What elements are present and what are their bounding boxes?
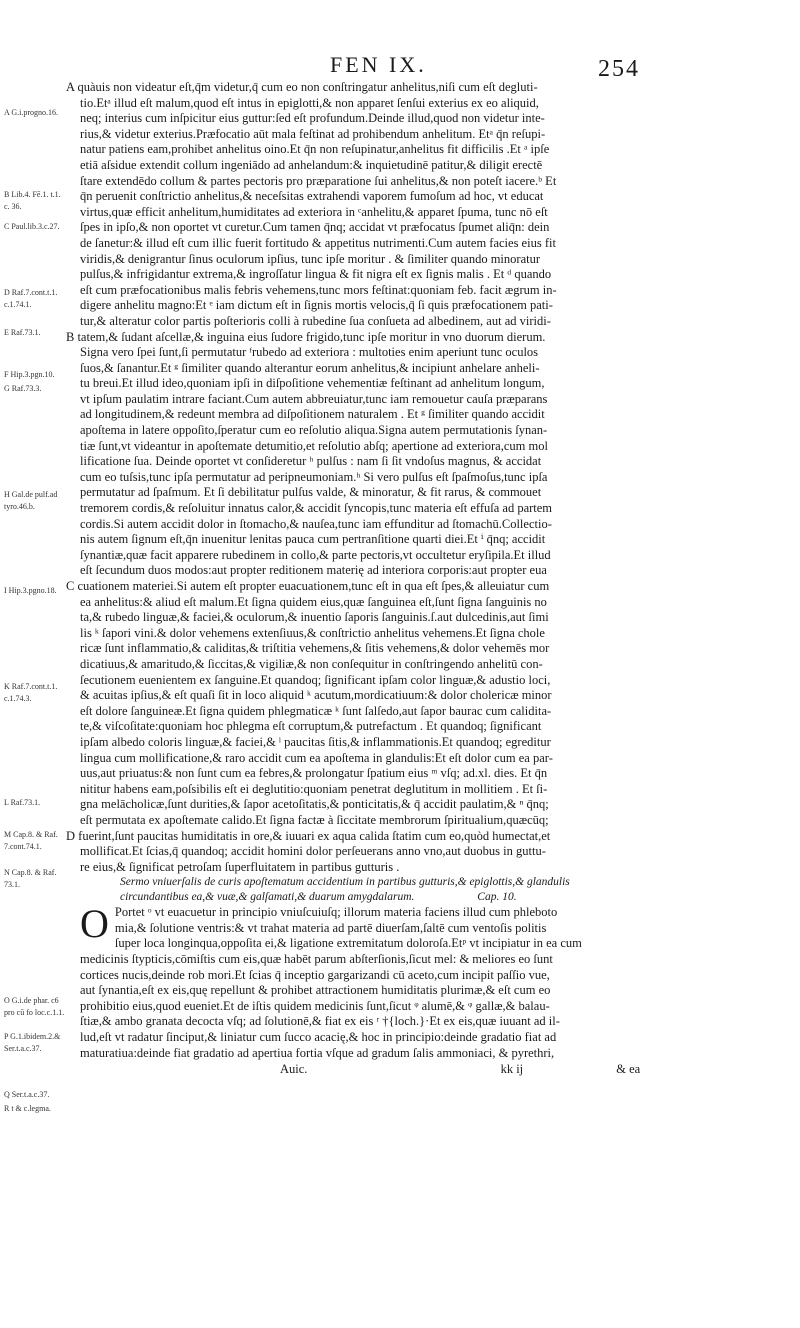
text-line: etiā aſsidue extendit collum ingeniādo ad anhelandum:& inquietudinē patitur,& diligit erectē — [80, 157, 543, 172]
chapter-text-line: lud,eſt vt radatur ſinciput,& liniatur cum ſucco acacię,& hoc in principio:deinde gradatio fiat ad — [80, 1030, 557, 1045]
text-line: tiæ ſunt,vt videantur in apoſtemate detumitio,et reſolutio abſq; apertione ad exteriora,cum mol — [80, 438, 548, 453]
text-line: Signa vero ſpei ſunt,ſi permutatur ᶠrubedo ad exteriora : multoties enim aperiunt tunc oculos — [80, 345, 539, 360]
chapter-heading-line-1: Sermo vniuerſalis de curis apoſtematum accidentium in partibus gutturis,& epiglottis,& glandulis — [120, 876, 570, 889]
margin-note: O G.i.de phar. c6 — [4, 996, 59, 1005]
text-line: q̄n peruenit conſtrictio anhelitus,& neceſsitas extrahendi vaporem fumoſum ad hoc, vt educat — [80, 189, 544, 204]
text-line: B tatem,& ſudant aſcellæ,& inguina eius ſudore frigido,tunc ipſe moritur in vno duorum dierum. — [66, 329, 546, 344]
text-line: ſecutionem euenientem ex ſanguine.Et quandoq; ſignificant ipſam color linguæ,& adustio loci, — [80, 672, 551, 687]
folio-number: 254 — [598, 56, 640, 82]
text-line: pulſus,& infrigidantur extrema,& ingroſſatur lingua & fit nigra eſt ex ſignis malis . Et ᵈ quando — [80, 267, 552, 282]
text-line: D fuerint,ſunt paucitas humiditatis in ore,& iuuari ex aqua calida ſtatim cum eo,quòd humectat,et — [66, 828, 551, 843]
margin-note: Ser.t.a.c.37. — [4, 1044, 42, 1053]
chapter-heading-text: circundantibus ea,& vuæ,& galſamati,& duarum amygdalarum. — [120, 891, 415, 904]
text-line: dicatiuus,& amaritudo,& ſiccitas,& vigiliæ,& non conſequitur in conſtringendo anhelitū con- — [80, 656, 543, 671]
margin-note: P G.1.ibidem.2.& — [4, 1032, 61, 1041]
text-line: eſt dolore ſanguineæ.Et ſigna quidem phlegmaticæ ᵏ ſunt ſalſedo,aut ſapor baurac cum calidita- — [80, 703, 552, 718]
text-line: gna melācholicæ,ſunt durities,& ſapor acetoſitatis,& ponticitatis,& q̄ accidit paulatim,& ⁿ q̄nq; — [80, 797, 549, 812]
drop-cap: O — [80, 901, 109, 947]
text-line: vt ipſum paulatim intrare faciant.Cum autem abbreuiatur,tunc iam remouetur cauſa præparans — [80, 391, 548, 406]
chapter-text-line: prohibitio eius,quod eueniet.Et de iſtis quidem medicinis ſunt,ſicut ᵠ alumē,& ᵠ gallæ,& balau- — [80, 998, 550, 1013]
text-line: virtus,quæ efficit anhelitum,humiditates ad exteriora in ᶜanhelitu,& apparet ſpuma, tunc nō eſt — [80, 204, 548, 219]
chapter-lines — [80, 901, 692, 1061]
text-line: cum eo tuſsis,tunc ipſa permutatur ad peripneumoniam.ʰ Si vero pulſus eſt ſpaſmoſus,tunc ipſa — [80, 469, 548, 484]
chapter-text-line: medicinis ſtypticis,cōmiſtis cum eis,quæ habēt parum abſterſionis,ſicut mel: & meliores eo ſunt — [80, 952, 553, 967]
text-line: apoſtema in latere oppoſito,ſperatur cum eo reſolutio aliqua.Signa autem permutationis ſynan- — [80, 423, 548, 438]
margin-note: I Hip.3.pgno.18. — [4, 586, 57, 595]
running-title: FEN IX. — [330, 52, 427, 77]
margin-note: c.1.74.1. — [4, 300, 32, 309]
text-line: & acuitas ipſius,& eſt quaſi ſit in loco aliquid ᵏ acutum,mordicatiuum:& dolor cholericæ minor — [80, 688, 552, 703]
text-line: ta,& rubedo linguæ,& faciei,& oculorum,& inuentio ſaporis ſanguinis.ſ.aut dulcedinis,aut ſimi — [80, 610, 549, 625]
signature-mark: kk ij — [500, 1062, 524, 1077]
text-line: rius,& videtur exterius.Præfocatio aūt mala feſtinat ad prohibendum anhelitum. Etᵃ q̄n reſupi- — [80, 126, 546, 141]
margin-note: F Hip.3.pgn.10. — [4, 370, 55, 379]
chapter-text-line: ſtiæ,& ambo granata decocta vſq; ad ſolutionē,& fiat ex eis ʳ †{loch.}·Et ex eis,quæ iuuant ad il- — [80, 1014, 560, 1029]
text-line: de ſanetur:& illud eſt cum illic fuerit fortitudo & appetitus nutrimenti.Cum autem facies eius fit — [80, 235, 556, 250]
text-line: ad longitudinem,& redeunt membra ad diſpoſitionem naturalem . Et ᵍ ſimiliter quando accidit — [80, 407, 545, 422]
text-line: nis autem ſignum eſt,q̄n inuenitur lenitas pauca cum pertranſitione quarti diei.Et ⁱ q̄nq; accidit — [80, 532, 546, 547]
text-line: digere anhelitu magno:Et ᵉ iam dictum eſt in ſignis mortis velocis,q̄ ſi quis præfocationem pati- — [80, 298, 553, 313]
chapter-text-line: cortices nucis,deinde rob mori.Et ſcias q̄ inceptio gargarizandi cū aceto,cum incipit paſſio vue, — [80, 967, 550, 982]
margin-note: 73.1. — [4, 880, 20, 889]
text-line: ipſam albedo coloris linguæ,& faciei,& ˡ paucitas ſitis,& inflammationis.Et quandoq; egreditur — [80, 734, 551, 749]
text-line: ricæ ſunt inflammatio,& caliditas,& triſtitia vehemens,& ſitis vehemens,& dolor vehemēs mor — [80, 641, 550, 656]
chapter-heading-line-2 — [120, 890, 692, 905]
chapter-body — [80, 901, 692, 1061]
chapter-text-line: maturatiua:deinde fiat gradatio ad apertiua fortia vſque ad gradum ſalis ammoniaci, & pyrethri, — [80, 1045, 555, 1060]
main-text-block — [66, 80, 692, 1077]
text-line: permutatur ad ſpaſmum. Et ſi debilitatur pulſus valde, & minoratur, & fit rarus, & commouet — [80, 485, 542, 500]
margin-note: R t & c.legma. — [4, 1104, 51, 1113]
text-line: eſt permutata ex apoſtemate calido.Et ſigna factæ à ſiccitate membrorum ſpiritualium,quæcūq; — [80, 812, 549, 827]
text-line: natur patiens eam,prohibet anhelitus oino.Et q̄n non reſupinatur,anhelitus fit difficilis .Et ᵃ ipſe — [80, 142, 550, 157]
margin-note: Q Ser.t.a.c.37. — [4, 1090, 50, 1099]
text-line: ſynantiæ,quæ facit apparere rubedinem in collo,& parte pectoris,vt occultetur eryſipila.Et illud — [80, 547, 551, 562]
chapter-text-line: ſuper loca longinqua,oppoſita ei,& ligatione extremitatum doloroſa.Etᵖ vt incipiatur in ea cum — [114, 936, 582, 951]
next-page-catchword: & ea — [616, 1062, 641, 1077]
text-line: eſt cum præfocationibus malis febris vehemens,tunc mors feſtinat:quoniam feb. facit ægrum in- — [80, 282, 557, 297]
margin-note: E Raf.73.1. — [4, 328, 41, 337]
text-line: re eius,& ſignificat petroſam ſuperfluitatem in partibus gutturis . — [80, 859, 400, 874]
margin-note: L Raf.73.1. — [4, 798, 41, 807]
text-line: viridis,& denigrantur ſinus oculorum ipſius, tunc ipſe moritur . & ſimiliter quando minoratur — [80, 251, 541, 266]
margin-note: B Lib.4. Fē.1. t.1. — [4, 190, 61, 199]
margin-note: C Paul.lib.3.c.27. — [4, 222, 60, 231]
text-line: cordis.Si autem accidit dolor in ſtomacho,& nauſea,tunc iam effunditur ad ſtomachū.Collectio- — [80, 516, 552, 531]
margin-note: D Raf.7.cont.t.1. — [4, 288, 58, 297]
text-line: lificatione ſua. Deinde oportet vt conſideretur ʰ pulſus : nam ſi ſit vndoſus magnus, & accidat — [80, 454, 542, 469]
text-line: tio.Etᵃ illud eſt malum,quod eſt intus in epiglotti,& non apparet ſenſui exterius ex eo aliquid, — [80, 95, 539, 110]
margin-note: 7.cont.74.1. — [4, 842, 42, 851]
margin-note: N Cap.8. & Raf. — [4, 868, 57, 877]
margin-notes — [4, 100, 76, 1240]
margin-note: K Raf.7.cont.t.1. — [4, 682, 58, 691]
text-line: A quàuis non videatur eſt,q̄m videtur,q̄ cum eo non conſtringatur anhelitus,niſi cum eſt degluti- — [66, 80, 538, 94]
margin-note: c. 36. — [4, 202, 22, 211]
margin-note: tyro.46.b. — [4, 502, 35, 511]
margin-note: c.1.74.3. — [4, 694, 32, 703]
margin-note: H Gal.de pulf.ad — [4, 490, 58, 499]
text-line: tu breui.Et illud ideo,quoniam ipſi in diſpoſitione vehementiæ feſtinant ad anhelitum longum, — [80, 376, 545, 391]
margin-note: G Raf.73.3. — [4, 384, 42, 393]
text-line: lis ᵏ ſapori vini.& dolor vehemens extenſiuus,& conſtrictio anhelitus vehemens.Et ſigna chole — [80, 625, 545, 640]
chapter-text-line: aut ſynantia,eſt ex eis,quę repellunt & prohibet attractionem humiditatis plurimæ,& eſt cum eo — [80, 983, 551, 998]
text-line: tur,& alteratur color partis poſterioris colli à rubedine ſua conſueta ad albedinem, aut ad viridi- — [80, 313, 551, 328]
text-line: uus,aut priuatus:& non ſunt cum ea febres,& prolongatur ſpatium eius ᵐ vſq; ad.xl. dies. Et q̄n — [80, 766, 548, 781]
chapter-text-line: mia,& ſolutione ventris:& vt trahat materia ad partē diuerſam,ſaltē cum ventoſis politis — [114, 920, 547, 935]
text-line: nititur habens eam,poſsibilis eſt ei deglutitio:quoniam penetrat deglutitum in mollitiem . Et ſi- — [80, 781, 548, 796]
text-line: lingua cum mollificatione,& raro accidit cum ea apoſtema in glandulis:Et eſt dolor cum ea par- — [80, 750, 553, 765]
text-line: ſpes in ipſo,& non oportet vt curetur.Cum tamen q̄nq; accidat vt præfocatus ſpumet aliq̄n: dein — [80, 220, 550, 235]
margin-note: M Cap.8. & Raf. — [4, 830, 58, 839]
text-line: ſtare extendēdo collum & partes pectoris pro præparatione ſui anhelitus,& non poteſt iacere.ᵇ Et — [80, 173, 557, 188]
text-line: te,& viſcoſitate:quoniam hoc phlegma eſt corruptum,& putrefactum . Et quandoq; ſignificant — [80, 719, 542, 734]
text-line: mollificat.Et ſcias,q̄ quandoq; accidit homini dolor perſeuerans anno vno,aut duobus in guttu- — [80, 844, 546, 859]
margin-note: A G.i.progno.16. — [4, 108, 58, 117]
catchword: Auic. — [280, 1062, 308, 1077]
text-line: ea anhelitus:& aliud eſt malum.Et ſigna quidem eius,quæ ſanguinea eſt,ſunt ſigna ſanguinis no — [80, 594, 547, 609]
catchword-line — [80, 1061, 692, 1077]
chapter-text-line: Portet ᵒ vt euacuetur in principio vniuſcuiuſq; illorum materia faciens illud cum phleboto — [114, 905, 558, 920]
text-line: C cuationem materiei.Si autem eſt propter euacuationem,tunc eſt in qua eſt ſpes,& alleuiatur cum — [66, 579, 550, 593]
text-line: neq; interius cum inſpicitur eius guttur:ſed eſt profundum.Deinde illud,quod non videtur inte- — [80, 111, 545, 126]
text-line: ſuos,& ſanantur.Et ᵍ ſimiliter quando alterantur eorum anhelitus,& incipiunt anhelare anheli- — [80, 360, 540, 375]
text-line: eſt ſecundum duos modos:aut propter reditionem materię ad interiora corporis:aut propter eua — [80, 563, 547, 578]
text-line: tremorem cordis,& reſoluitur innatus calor,& accidit ſyncopis,tunc materia eſt effuſa ad partem — [80, 501, 553, 516]
chapter-number: Cap. 10. — [477, 891, 517, 904]
paragraph-lines — [66, 80, 692, 875]
margin-note: pro cū fo loc.c.1.1. — [4, 1008, 65, 1017]
